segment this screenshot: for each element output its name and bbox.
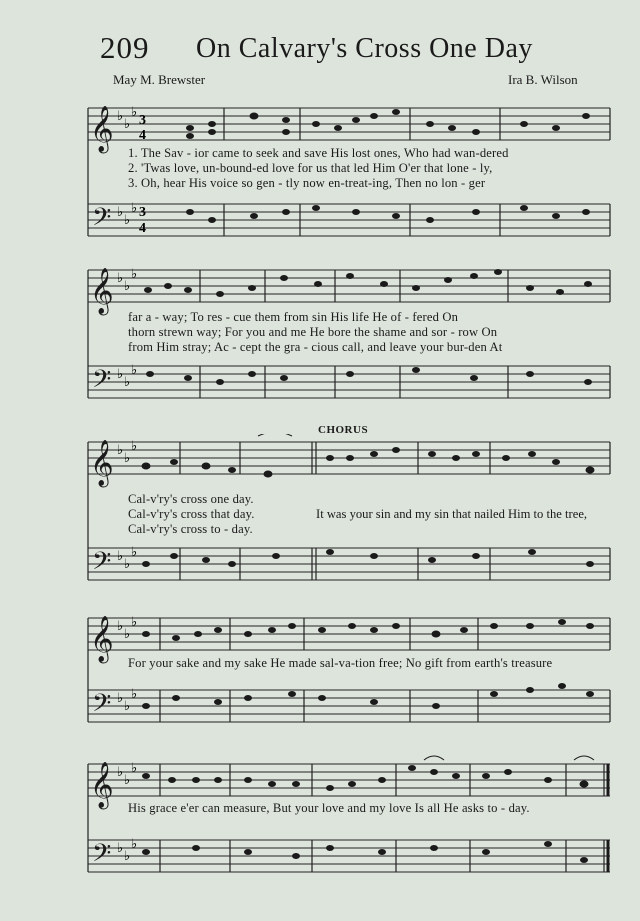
music-system-5 bbox=[0, 750, 640, 900]
chorus-line-2: For your sake and my sake He made sal-va-tion free; No gift from earth's treasure bbox=[128, 656, 553, 670]
chorus-line-3: His grace e'er can measure, But your love and my love Is all He asks to - day. bbox=[128, 801, 530, 815]
time-sig-top: 3 bbox=[139, 205, 146, 220]
svg-text:♭: ♭ bbox=[131, 686, 138, 701]
svg-text:♭: ♭ bbox=[117, 690, 124, 705]
svg-text:♭: ♭ bbox=[124, 772, 131, 787]
hymn-title: On Calvary's Cross One Day bbox=[196, 33, 533, 64]
svg-text:♭: ♭ bbox=[131, 544, 138, 559]
svg-text:♭: ♭ bbox=[124, 374, 131, 389]
flat-icon: ♭ bbox=[124, 212, 131, 227]
time-sig-bottom: 4 bbox=[139, 128, 146, 143]
treble-clef-icon: 𝄞 bbox=[90, 268, 114, 314]
bass-clef-icon: 𝄢 bbox=[92, 547, 112, 582]
verse-2-line-1: 2. 'Twas love, un-bound-ed love for us that led Him O'er that lone - ly, bbox=[128, 161, 493, 175]
time-sig-bottom: 4 bbox=[139, 221, 146, 236]
svg-text:♭: ♭ bbox=[117, 270, 124, 285]
svg-text:♭: ♭ bbox=[124, 626, 131, 641]
svg-text:♭: ♭ bbox=[117, 366, 124, 381]
hymn-number: 209 bbox=[100, 30, 150, 65]
svg-text:♭: ♭ bbox=[124, 556, 131, 571]
verse-2-line-2: thorn strewn way; For you and me He bore the shame and sor - row On bbox=[128, 325, 498, 339]
music-system-1 bbox=[0, 98, 640, 243]
bass-clef-icon: 𝄢 bbox=[92, 203, 112, 238]
verse-2-line-3: Cal-v'ry's cross that day. bbox=[128, 507, 255, 521]
chorus-line-1: It was your sin and my sin that nailed Him to the tree, bbox=[316, 507, 588, 521]
svg-text:♭: ♭ bbox=[131, 760, 138, 775]
bass-clef-icon: 𝄢 bbox=[92, 839, 112, 874]
verse-1-line-2: far a - way; To res - cue them from sin His life He of - fered On bbox=[128, 310, 459, 324]
svg-text:♭: ♭ bbox=[131, 614, 138, 629]
fermata-icon bbox=[424, 756, 444, 760]
system-4-notation bbox=[0, 612, 640, 732]
bass-clef-icon: 𝄢 bbox=[92, 365, 112, 400]
lyricist: May M. Brewster bbox=[113, 72, 206, 87]
flat-icon: ♭ bbox=[117, 204, 124, 219]
svg-text:♭: ♭ bbox=[131, 836, 138, 851]
treble-clef-icon: 𝄞 bbox=[90, 762, 114, 808]
svg-text:♭: ♭ bbox=[124, 848, 131, 863]
fermata-icon bbox=[258, 434, 292, 436]
music-system-4 bbox=[0, 612, 640, 732]
svg-text:♭: ♭ bbox=[117, 442, 124, 457]
flat-icon: ♭ bbox=[131, 104, 138, 119]
svg-text:♭: ♭ bbox=[124, 698, 131, 713]
svg-text:♭: ♭ bbox=[131, 362, 138, 377]
treble-clef-icon: 𝄞 bbox=[90, 106, 114, 152]
svg-text:♭: ♭ bbox=[124, 278, 131, 293]
svg-text:♭: ♭ bbox=[117, 618, 124, 633]
svg-text:♭: ♭ bbox=[117, 840, 124, 855]
music-system-2 bbox=[0, 262, 640, 412]
bass-staff bbox=[88, 204, 610, 236]
chorus-label: CHORUS bbox=[318, 424, 369, 436]
bass-clef-icon: 𝄢 bbox=[92, 689, 112, 724]
flat-icon: ♭ bbox=[124, 116, 131, 131]
system-5-notation bbox=[0, 750, 640, 900]
svg-text:♭: ♭ bbox=[131, 438, 138, 453]
treble-clef-icon: 𝄞 bbox=[90, 440, 114, 486]
flat-icon: ♭ bbox=[117, 108, 124, 123]
verse-3-line-1: 3. Oh, hear His voice so gen - tly now en-treat-ing, Then no lon - ger bbox=[128, 176, 486, 190]
treble-clef-icon: 𝄞 bbox=[90, 616, 114, 662]
fermata-icon bbox=[574, 756, 594, 760]
verse-3-line-3: Cal-v'ry's cross to - day. bbox=[128, 522, 253, 536]
time-sig-top: 3 bbox=[139, 113, 146, 128]
verse-1-line-3: Cal-v'ry's cross one day. bbox=[128, 492, 254, 506]
treble-staff bbox=[88, 108, 610, 140]
verse-3-line-2: from Him stray; Ac - cept the gra - cious call, and leave your bur-den At bbox=[128, 340, 503, 354]
verse-1-line-1: 1. The Sav - ior came to seek and save His lost ones, Who had wan-dered bbox=[128, 146, 509, 160]
svg-text:♭: ♭ bbox=[124, 450, 131, 465]
composer: Ira B. Wilson bbox=[508, 72, 578, 87]
flat-icon: ♭ bbox=[131, 200, 138, 215]
svg-text:♭: ♭ bbox=[131, 266, 138, 281]
svg-text:♭: ♭ bbox=[117, 548, 124, 563]
svg-text:♭: ♭ bbox=[117, 764, 124, 779]
